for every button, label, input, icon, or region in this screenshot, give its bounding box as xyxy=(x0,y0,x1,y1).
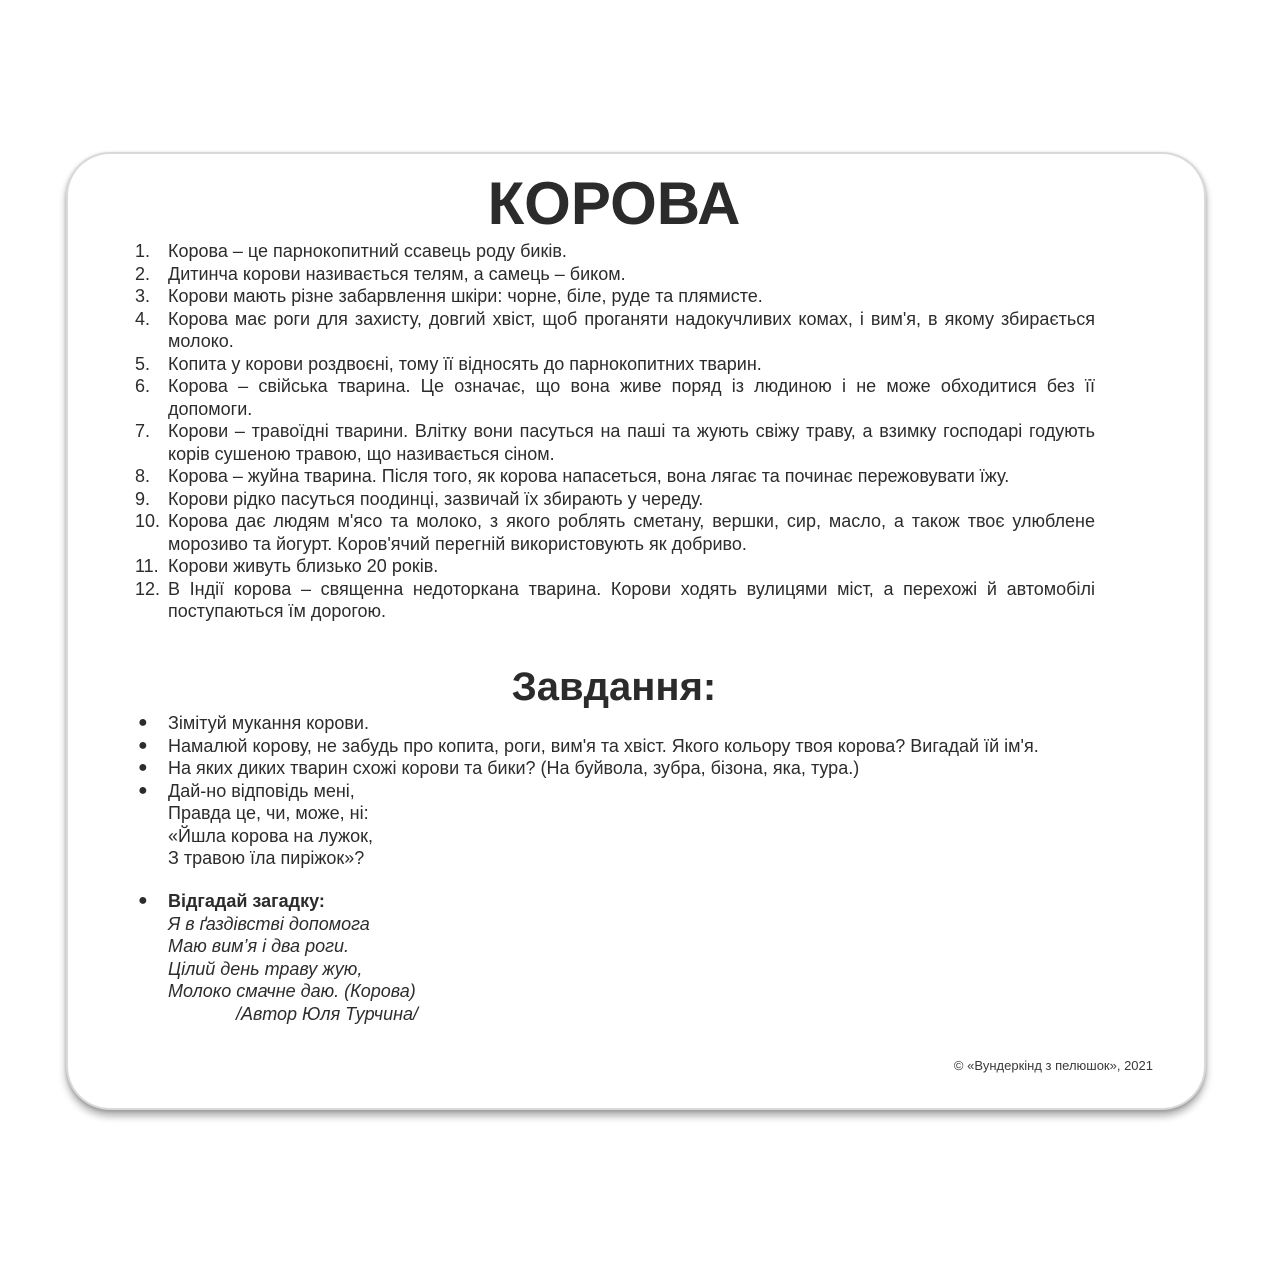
fact-text: Корови живуть близько 20 років. xyxy=(168,556,439,576)
fact-number: 9. xyxy=(135,488,151,509)
riddle-verse: Маю вим’я і два роги. xyxy=(168,936,349,956)
fact-item xyxy=(135,308,1095,353)
task-item xyxy=(135,780,1095,870)
fact-number: 1. xyxy=(135,241,151,261)
bullet-icon: ● xyxy=(138,892,148,909)
fact-text: Корова – жуйна тварина. Після того, як корова напасеться, вона лягає та починає пережовувати їжу. xyxy=(168,466,1010,486)
fact-number: 11. xyxy=(135,556,159,576)
bullet-icon: ● xyxy=(138,714,148,731)
fact-number: 3. xyxy=(135,286,151,306)
page-title: КОРОВА xyxy=(487,170,741,237)
riddle-verse: Цілий день траву жую, xyxy=(168,958,363,979)
bullet-icon: ● xyxy=(138,781,148,799)
fact-item xyxy=(135,263,1095,286)
task-text: Дай-но відповідь мені, xyxy=(168,780,355,801)
fact-item xyxy=(135,240,1095,263)
fact-text: Корова – це парнокопитний ссавець роду биків. xyxy=(168,241,567,261)
tasks-title: Завдання: xyxy=(511,665,717,709)
fact-text: В Індії корова – священна недоторкана тварина. Корови ходять вулицями міст, а перехожі й автомобілі поступаються їм дорогою. xyxy=(168,578,1095,621)
fact-text: Корова має роги для захисту, довгий хвіст, щоб проганяти надокучливих комах, і вим'я, в якому збирається молоко. xyxy=(168,308,1095,351)
task-text: «Йшла корова на лужок, xyxy=(168,825,373,846)
riddle-verse: Я в ґаздівстві допомога xyxy=(168,913,370,934)
fact-text: Корови рідко пасуться поодинці, зазвичай їх збирають у череду. xyxy=(168,488,704,509)
fact-number: 10. xyxy=(135,511,161,531)
fact-item xyxy=(135,488,1095,511)
riddle-verse: Молоко смачне даю. (Корова) xyxy=(168,981,416,1001)
copyright-text: © «Вундеркінд з пелюшок», 2021 xyxy=(953,1058,1153,1073)
task-item xyxy=(135,712,1095,735)
task-item xyxy=(135,757,1095,780)
fact-item xyxy=(135,285,1095,308)
fact-item xyxy=(135,578,1095,623)
fact-item xyxy=(135,375,1095,420)
fact-text: Корови мають різне забарвлення шкіри: чорне, біле, руде та плямисте. xyxy=(168,286,763,306)
fact-number: 12. xyxy=(135,578,161,599)
tasks-list xyxy=(135,712,1095,870)
fact-item xyxy=(135,555,1095,578)
riddle-heading: Відгадай загадку: xyxy=(168,891,325,911)
bullet-icon: ● xyxy=(138,736,148,754)
fact-text: Корова дає людям м'ясо та молоко, з якого роблять сметану, вершки, сир, масло, а також твоє улюблене морозиво та йогурт. Коров'ячий перегній використовують як добриво. xyxy=(168,511,1095,554)
fact-item xyxy=(135,510,1095,555)
fact-number: 5. xyxy=(135,353,151,374)
riddle-author: /Автор Юля Турчина/ xyxy=(236,1003,419,1024)
fact-text: Корова – свійська тварина. Це означає, що вона живе поряд із людиною і не може обходитися без її допомоги. xyxy=(168,376,1095,419)
task-text: Правда це, чи, може, ні: xyxy=(168,803,369,823)
fact-number: 2. xyxy=(135,263,151,284)
fact-text: Копита у корови роздвоєні, тому її відносять до парнокопитних тварин. xyxy=(168,353,762,374)
fact-number: 7. xyxy=(135,421,151,441)
task-text: З травою їла пиріжок»? xyxy=(168,848,365,868)
fact-item xyxy=(135,420,1095,465)
fact-number: 6. xyxy=(135,376,151,396)
fact-number: 8. xyxy=(135,466,151,486)
fact-item xyxy=(135,353,1095,376)
riddle-body xyxy=(135,890,735,1025)
facts-list xyxy=(135,240,1095,623)
bullet-icon: ● xyxy=(138,759,148,776)
fact-number: 4. xyxy=(135,308,151,329)
task-item xyxy=(135,735,1095,758)
fact-item xyxy=(135,465,1095,488)
task-text: На яких диких тварин схожі корови та бики? (На буйвола, зубра, бізона, яка, тура.) xyxy=(168,758,860,778)
task-text: Зімітуй мукання корови. xyxy=(168,713,369,733)
riddle-block xyxy=(135,890,735,1025)
task-text: Намалюй корову, не забудь про копита, роги, вим'я та хвіст. Якого кольору твоя корова? Вигадай їй ім'я. xyxy=(168,735,1039,756)
fact-text: Дитинча корови називається телям, а самець – биком. xyxy=(168,263,626,284)
fact-text: Корови – травоїдні тварини. Влітку вони пасуться на паші та жують свіжу траву, а взимку господарі годують корів сушеною травою, що називається сіном. xyxy=(168,421,1095,464)
